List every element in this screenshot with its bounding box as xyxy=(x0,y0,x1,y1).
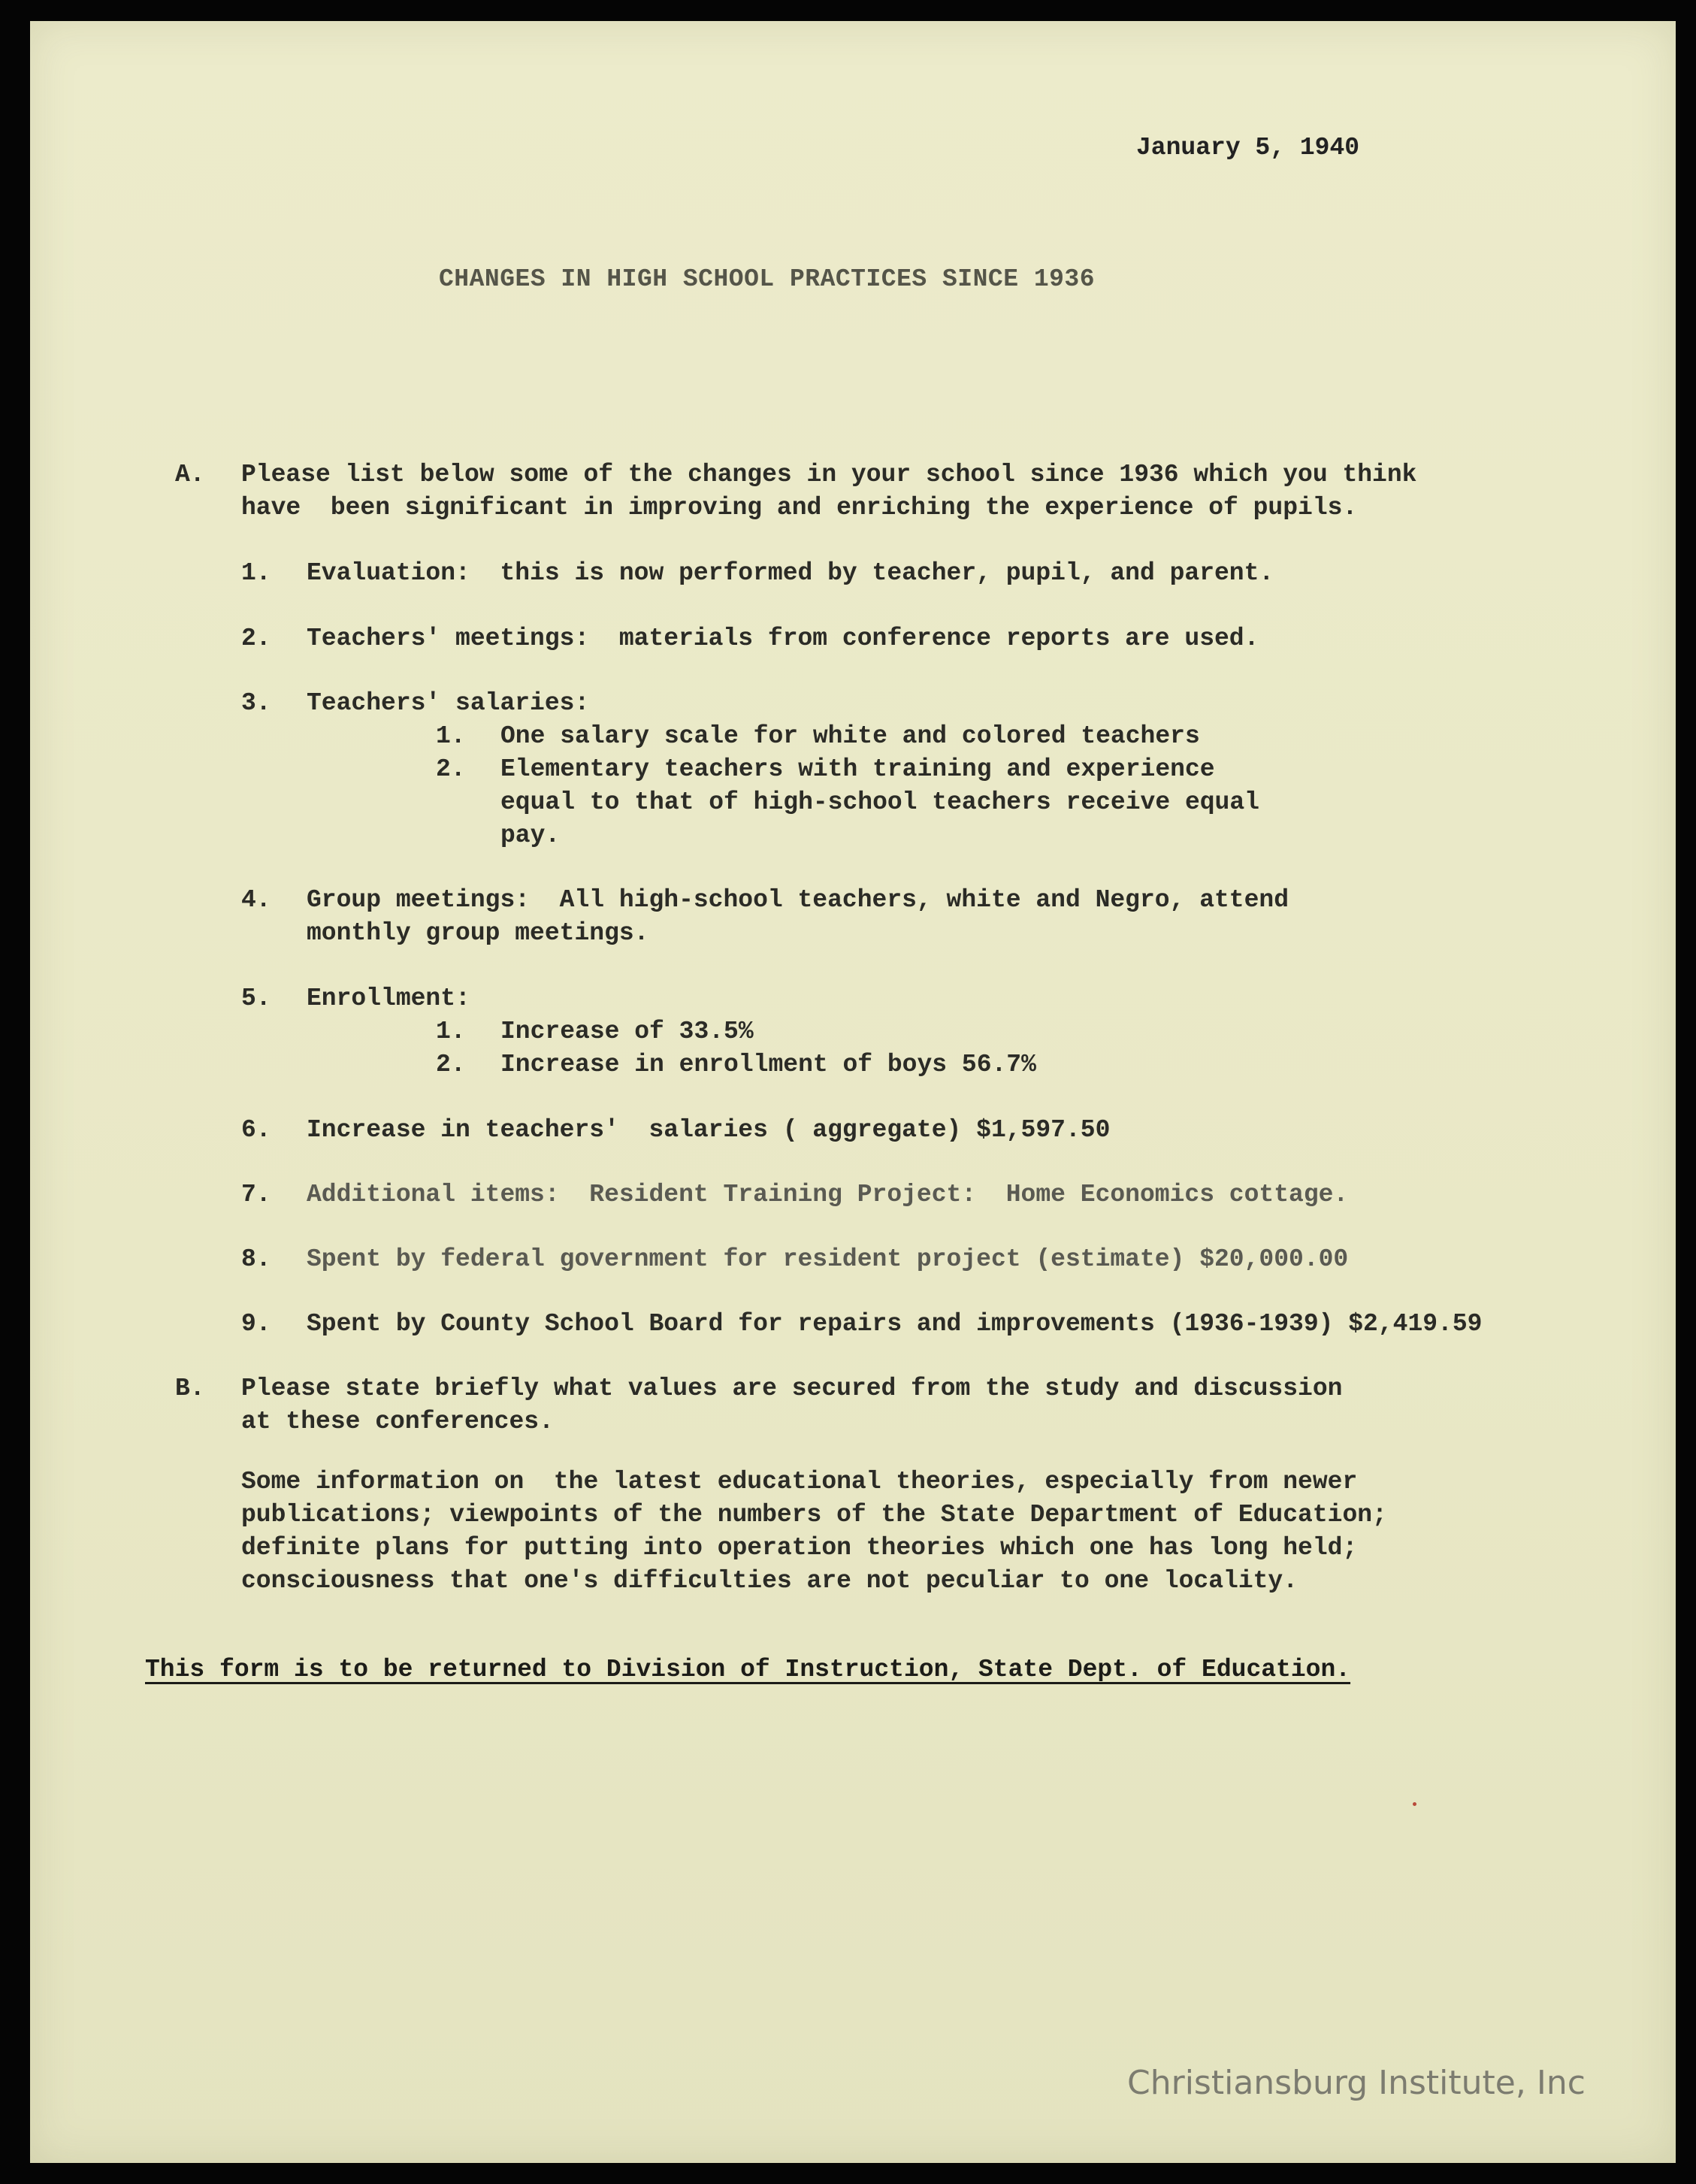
document-title: CHANGES IN HIGH SCHOOL PRACTICES SINCE 1936 xyxy=(439,265,1096,293)
item-5-sub-2-text: Increase in enrollment of boys 56.7% xyxy=(500,1051,1036,1078)
item-5-sub-1-number: 1. xyxy=(436,1018,466,1045)
item-5-text: Enrollment: xyxy=(307,985,470,1012)
section-b-prompt-line: Please state briefly what values are secured from the study and discussion xyxy=(241,1375,1343,1402)
paper-speck xyxy=(1413,1802,1416,1806)
section-b-answer-line: Some information on the latest educational theories, especially from newer xyxy=(241,1468,1358,1496)
item-2-text: Teachers' meetings: materials from conference reports are used. xyxy=(307,625,1259,652)
item-2-number: 2. xyxy=(241,625,271,652)
item-9-number: 9. xyxy=(241,1310,271,1338)
item-3-sub-1-number: 1. xyxy=(436,722,466,750)
item-6-text: Increase in teachers' salaries ( aggregate) $1,597.50 xyxy=(307,1116,1111,1144)
item-3-sub-2-number: 2. xyxy=(436,755,466,783)
item-3-sub-2-text: pay. xyxy=(500,821,561,849)
item-9-text: Spent by County School Board for repairs and improvements (1936-1939) $2,419.59 xyxy=(307,1310,1483,1338)
item-1-number: 1. xyxy=(241,559,271,587)
item-7-text: Additional items: Resident Training Project: Home Economics cottage. xyxy=(307,1181,1349,1208)
item-8-text: Spent by federal government for resident project (estimate) $20,000.00 xyxy=(307,1245,1349,1273)
item-7-number: 7. xyxy=(241,1181,271,1208)
document-page xyxy=(30,21,1676,2163)
section-b-answer-line: consciousness that one's difficulties are not peculiar to one locality. xyxy=(241,1567,1298,1595)
section-b-answer-line: definite plans for putting into operation theories which one has long held; xyxy=(241,1534,1358,1562)
item-3-sub-2-text: equal to that of high-school teachers receive equal xyxy=(500,788,1259,816)
section-b-answer-line: publications; viewpoints of the numbers of the State Department of Education; xyxy=(241,1501,1387,1529)
section-a-label: A. xyxy=(175,461,205,489)
item-8-number: 8. xyxy=(241,1245,271,1273)
watermark: Christiansburg Institute, Inc xyxy=(1127,2064,1586,2102)
item-1-text: Evaluation: this is now performed by teacher, pupil, and parent. xyxy=(307,559,1274,587)
section-a-prompt-line: Please list below some of the changes in your school since 1936 which you think xyxy=(241,461,1417,489)
item-4-text: Group meetings: All high-school teachers, white and Negro, attend xyxy=(307,886,1289,914)
return-instructions-footer: This form is to be returned to Division of Instruction, State Dept. of Education. xyxy=(145,1656,1351,1683)
item-3-sub-2-text: Elementary teachers with training and experience xyxy=(500,755,1215,783)
section-b-label: B. xyxy=(175,1375,205,1402)
item-4-number: 4. xyxy=(241,886,271,914)
document-date: January 5, 1940 xyxy=(1136,134,1360,162)
section-b-prompt-line: at these conferences. xyxy=(241,1408,554,1435)
item-4-text: monthly group meetings. xyxy=(307,919,649,947)
item-3-text: Teachers' salaries: xyxy=(307,689,590,717)
item-3-number: 3. xyxy=(241,689,271,717)
item-3-sub-1-text: One salary scale for white and colored teachers xyxy=(500,722,1200,750)
item-5-number: 5. xyxy=(241,985,271,1012)
item-6-number: 6. xyxy=(241,1116,271,1144)
item-5-sub-1-text: Increase of 33.5% xyxy=(500,1018,754,1045)
item-5-sub-2-number: 2. xyxy=(436,1051,466,1078)
section-a-prompt-line: have been significant in improving and enriching the experience of pupils. xyxy=(241,494,1358,522)
